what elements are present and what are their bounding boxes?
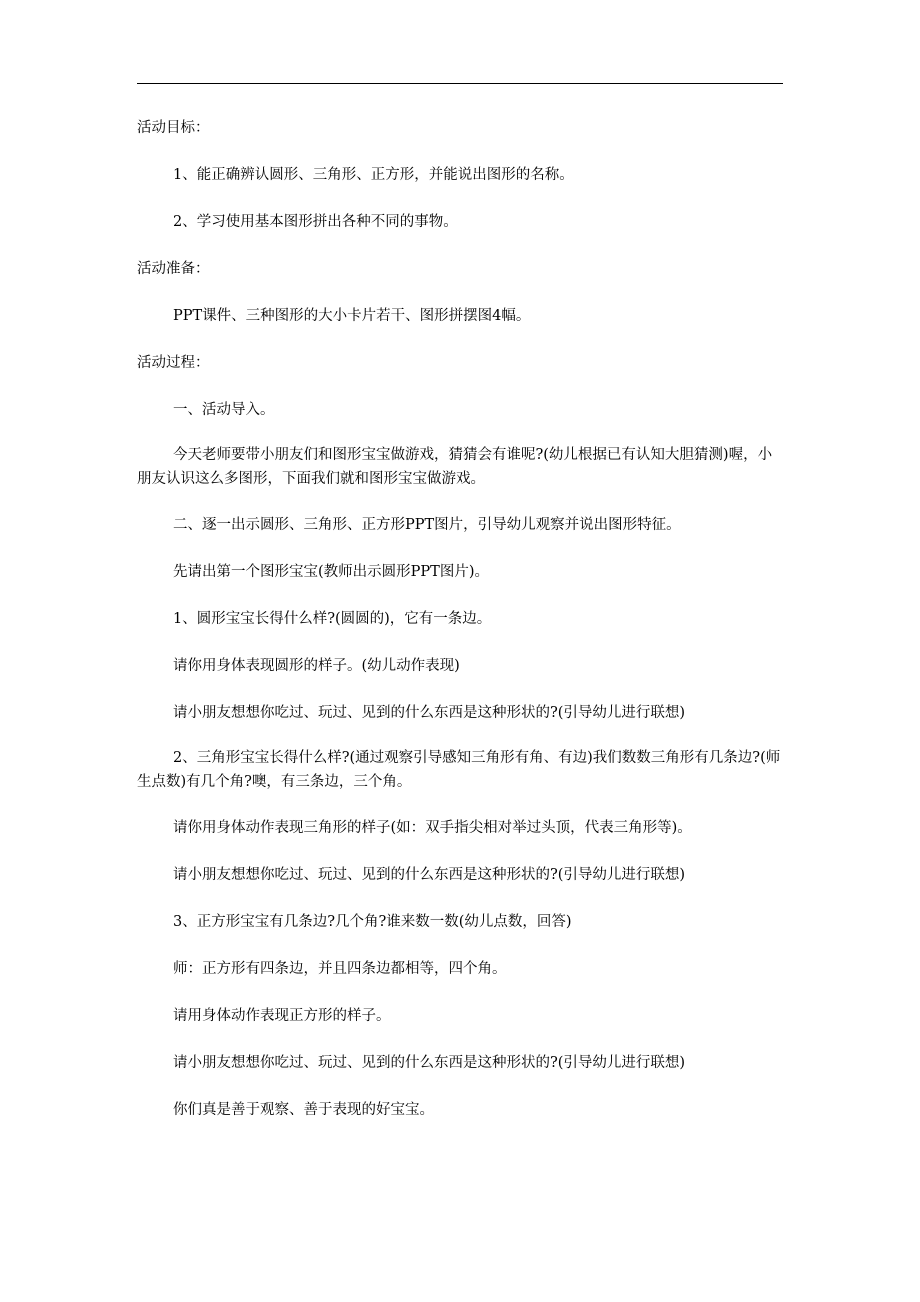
triangle-question: 2、三角形宝宝长得什么样?(通过观察引导感知三角形有角、有边)我们数数三角形有几条边?(师生点数)有几个角?噢，有三条边，三个角。: [137, 750, 781, 790]
square-body-expression: 请用身体动作表现正方形的样子。: [173, 1008, 391, 1024]
triangle-body-expression: 请你用身体动作表现三角形的样子(如：双手指尖相对举过头顶，代表三角形等)。: [173, 820, 692, 836]
circle-body-expression: 请你用身体表现圆形的样子。(幼儿动作表现): [173, 658, 460, 674]
praise-paragraph: 你们真是善于观察、善于表现的好宝宝。: [173, 1102, 434, 1118]
step-2-heading: 二、逐一出示圆形、三角形、正方形PPT图片，引导幼儿观察并说出图形特征。: [173, 517, 681, 533]
circle-association: 请小朋友想想你吃过、玩过、见到的什么东西是这种形状的?(引导幼儿进行联想): [173, 705, 686, 721]
triangle-association: 请小朋友想想你吃过、玩过、见到的什么东西是这种形状的?(引导幼儿进行联想): [173, 867, 686, 883]
prep-heading: 活动准备：: [137, 261, 210, 277]
intro-paragraph: 今天老师要带小朋友们和图形宝宝做游戏，猜猜会有谁呢?(幼儿根据已有认知大胆猜测)喔，小朋友认识这么多图形，下面我们就和图形宝宝做游戏。: [137, 447, 773, 487]
square-association: 请小朋友想想你吃过、玩过、见到的什么东西是这种形状的?(引导幼儿进行联想): [173, 1055, 686, 1071]
process-heading: 活动过程：: [137, 355, 210, 371]
first-shape-paragraph: 先请出第一个图形宝宝(教师出示圆形PPT图片)。: [173, 564, 489, 580]
document-body: [137, 116, 785, 1122]
goal-item-1: 1、能正确辨认圆形、三角形、正方形，并能说出图形的名称。: [173, 167, 574, 183]
header-rule: [137, 83, 783, 84]
prep-text: PPT课件、三种图形的大小卡片若干、图形拼摆图4幅。: [173, 308, 531, 324]
square-question: 3、正方形宝宝有几条边?几个角?谁来数一数(幼儿点数，回答): [173, 914, 572, 930]
circle-question: 1、圆形宝宝长得什么样?(圆圆的)，它有一条边。: [173, 611, 492, 627]
goal-item-2: 2、学习使用基本图形拼出各种不同的事物。: [173, 214, 458, 230]
goal-heading: 活动目标：: [137, 120, 210, 136]
step-1-heading: 一、活动导入。: [173, 402, 275, 418]
square-teacher-statement: 师：正方形有四条边，并且四条边都相等，四个角。: [173, 961, 507, 977]
